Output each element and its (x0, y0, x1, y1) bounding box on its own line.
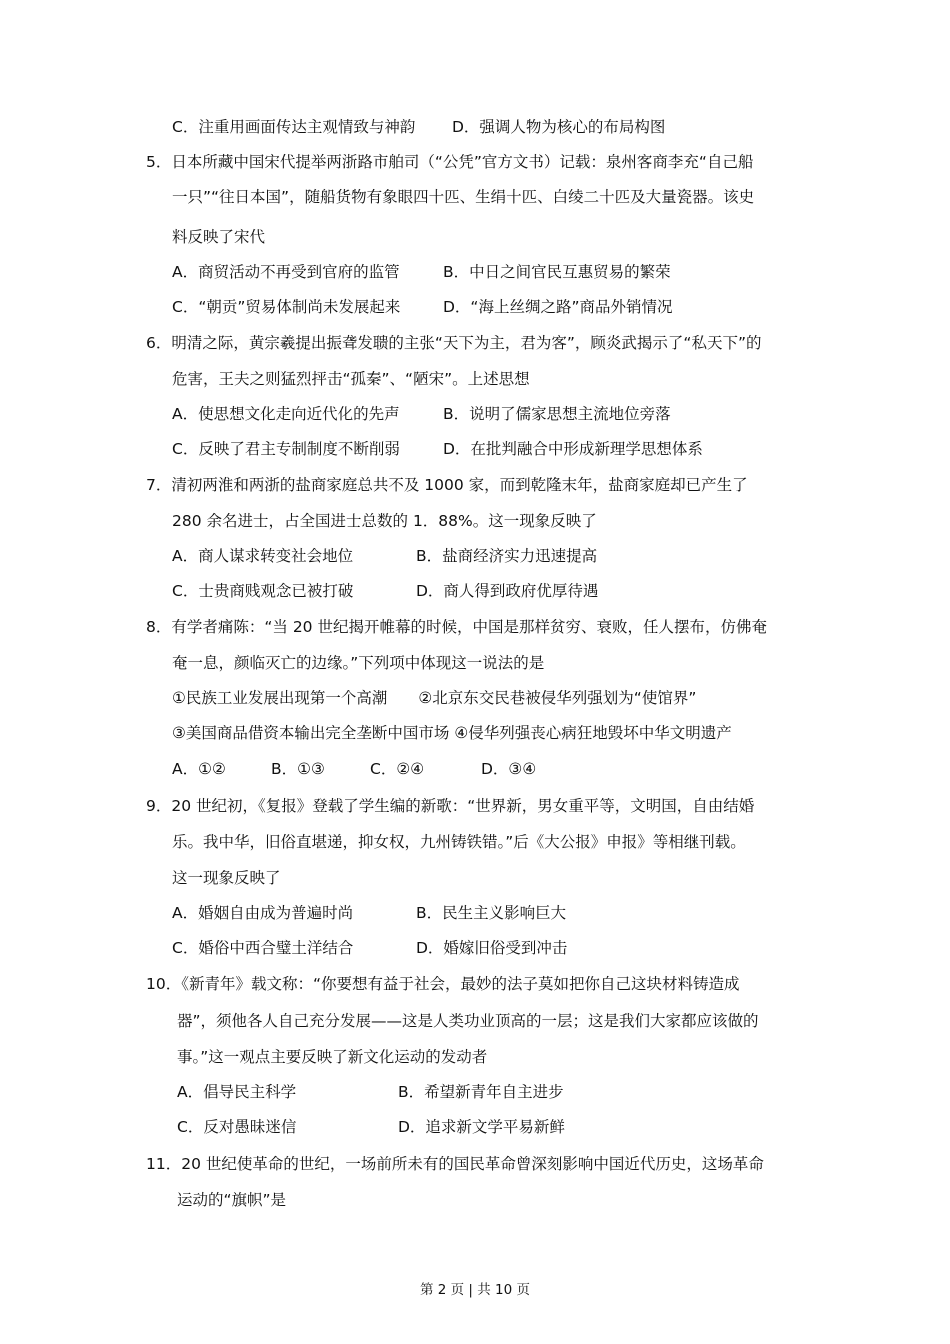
q10-option-c: C．反对愚昧迷信 (177, 1118, 297, 1136)
q9-stem-line-1: 9．20 世纪初，《复报》登载了学生编的新歌：“世界新，男女重平等，文明国，自由结婚 (146, 797, 755, 815)
q7-stem-line-1: 7．清初两淮和两浙的盐商家庭总共不及 1000 家，而到乾隆末年，盐商家庭却已产生了 (146, 476, 748, 494)
q10-option-a: A．倡导民主科学 (177, 1083, 297, 1101)
q7-option-c: C．士贵商贱观念已被打破 (172, 582, 354, 600)
q10-option-d: D．追求新文学平易新鲜 (398, 1118, 565, 1136)
q10-stem-line-2: 器”，须他各人自己充分发展——这是人类功业顶高的一层；这是我们大家都应该做的 (177, 1012, 759, 1030)
q5-option-d: D．“海上丝绸之路”商品外销情况 (443, 298, 673, 316)
q5-option-c: C．“朝贡”贸易体制尚未发展起来 (172, 298, 401, 316)
q8-statement-line-2: ③美国商品借资本输出完全垄断中国市场 ④侵华列强丧心病狂地毁坏中华文明遗产 (172, 724, 732, 742)
q8-stem-line-2: 奄一息，颜临灭亡的边缘。”下列项中体现这一说法的是 (172, 654, 545, 672)
q8-option-b: B．①③ (271, 760, 325, 778)
q7-option-d: D．商人得到政府优厚待遇 (416, 582, 599, 600)
q7-option-a: A．商人谋求转变社会地位 (172, 547, 354, 565)
q8-stem-line-1: 8．有学者痛陈：“当 20 世纪揭开帷幕的时候，中国是那样贫穷、衰败，任人摆布，仿佛奄 (146, 618, 767, 636)
q8-option-d: D．③④ (481, 760, 537, 778)
q6-option-b: B．说明了儒家思想主流地位旁落 (443, 405, 671, 423)
q7-option-b: B．盐商经济实力迅速提高 (416, 547, 598, 565)
q5-option-b: B．中日之间官民互惠贸易的繁荣 (443, 263, 671, 281)
q6-stem-line-2: 危害，王夫之则猛烈抨击“孤秦”、“陋宋”。上述思想 (172, 370, 530, 388)
q11-stem-line-1: 11．20 世纪使革命的世纪，一场前所未有的国民革命曾深刻影响中国近代历史，这场革命 (146, 1155, 764, 1173)
q5-stem-line-1: 5．日本所藏中国宋代提举两浙路市舶司（“公凭”官方文书）记载：泉州客商李充“自己船 (146, 153, 754, 171)
q6-option-a: A．使思想文化走向近代化的先声 (172, 405, 400, 423)
q4-option-c: C．注重用画面传达主观情致与神韵 (172, 118, 416, 136)
q9-stem-line-2: 乐。我中华，旧俗直堪递，抑女权，九州铸铁错。”后《大公报》申报》等相继刊载。 (172, 833, 746, 851)
q9-option-a: A．婚姻自由成为普遍时尚 (172, 904, 354, 922)
q5-stem-line-2: 一只”“往日本国”，随船货物有象眼四十匹、生绢十匹、白绫二十匹及大量瓷器。该史 (172, 188, 755, 206)
q8-option-c: C．②④ (370, 760, 425, 778)
q9-stem-line-3: 这一现象反映了 (172, 869, 281, 887)
q5-option-a: A．商贸活动不再受到官府的监管 (172, 263, 400, 281)
q9-option-b: B．民生主义影响巨大 (416, 904, 567, 922)
page-footer: 第 2 页 | 共 10 页 (419, 1282, 531, 1298)
q10-stem-line-3: 事。”这一观点主要反映了新文化运动的发动者 (177, 1048, 488, 1066)
q7-stem-line-2: 280 余名进士，占全国进士总数的 1．88%。这一现象反映了 (172, 512, 597, 530)
q6-stem-line-1: 6．明清之际，黄宗羲提出振聋发聩的主张“天下为主，君为客”，顾炎武揭示了“私天下”的 (146, 334, 762, 352)
q9-option-d: D．婚嫁旧俗受到冲击 (416, 939, 568, 957)
q8-option-a: A．①② (172, 760, 226, 778)
q10-option-b: B．希望新青年自主进步 (398, 1083, 564, 1101)
q6-option-c: C．反映了君主专制制度不断削弱 (172, 440, 400, 458)
q8-statement-line-1: ①民族工业发展出现第一个高潮 ②北京东交民巷被侵华列强划为“使馆界” (172, 689, 697, 707)
q9-option-c: C．婚俗中西合璧土洋结合 (172, 939, 354, 957)
q11-stem-line-2: 运动的“旗帜”是 (177, 1191, 287, 1209)
q4-option-d: D．强调人物为核心的布局构图 (452, 118, 666, 136)
q10-stem-line-1: 10．《新青年》载文称：“你要想有益于社会，最妙的法子莫如把你自己这块材料铸造成 (146, 975, 740, 993)
q6-option-d: D．在批判融合中形成新理学思想体系 (443, 440, 703, 458)
q5-stem-line-3: 料反映了宋代 (172, 228, 266, 246)
